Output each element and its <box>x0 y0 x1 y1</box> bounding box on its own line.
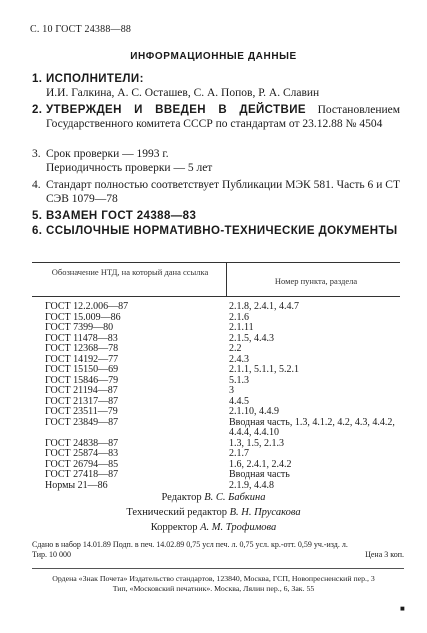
table-cell-document: ГОСТ 15846—79 <box>45 374 119 386</box>
table-cell-section: 2.1.8, 2.4.1, 4.4.7 <box>229 301 299 312</box>
table-cell-document: ГОСТ 14192—77 <box>45 353 119 365</box>
table-cell-section: 2.1.5, 4.4.3 <box>229 332 274 344</box>
printer-line: Тип, «Московский печатник». Москва, Лялин пер., 6, Зак. 55 <box>112 584 315 593</box>
item-heading: ВЗАМЕН ГОСТ 24388—83 <box>46 210 197 222</box>
item-number: 2. <box>32 104 43 116</box>
table-cell-document: ГОСТ 24838—87 <box>45 437 119 449</box>
table-cell-document: ГОСТ 23511—79 <box>45 406 118 417</box>
table-cell-section: 2.1.6 <box>229 311 249 323</box>
table-cell-section: 2.1.11 <box>229 322 254 333</box>
credit-tech-editor <box>0 505 427 520</box>
credit-name: А. М. Трофимова <box>200 522 277 533</box>
table-cell-document: ГОСТ 21194—87 <box>45 385 118 396</box>
table-cell-section: 2.1.10, 4.4.9 <box>229 406 279 417</box>
credit-role: Редактор <box>161 492 202 503</box>
table-cell-document: ГОСТ 25874—83 <box>45 448 119 459</box>
item-replaces <box>32 209 400 223</box>
print-details: Сдано в набор 14.01.89 Подп. в печ. 14.02.89 0,75 усл печ. л. 0,75 усл. кр.-отт. 0,59 уч.-изд. л. <box>32 540 348 549</box>
credit-name: В. С. Бабкина <box>204 492 266 503</box>
publication-info <box>32 540 404 560</box>
table-cell-section: Вводная часть, 1.3, 4.1.2, 4.2, 4.3, 4.4.2, 4.4.4, 4.4.10 <box>229 416 395 438</box>
table-cell-section: 2.1.7 <box>229 448 249 459</box>
table-header-rule <box>32 296 400 297</box>
table-cell-section: 4.4.5 <box>229 395 249 407</box>
table-cell-document: ГОСТ 12.2.006—87 <box>45 301 129 312</box>
table-cell-section: 1.6, 2.4.1, 2.4.2 <box>229 458 292 470</box>
table-header-document: Обозначение НТД, на который дана ссылка <box>51 267 209 277</box>
review-period: Периодичность проверки — 5 лет <box>46 162 213 174</box>
table-row <box>45 344 405 355</box>
table-row <box>45 323 405 334</box>
table-cell-document: ГОСТ 15150—69 <box>45 364 119 375</box>
table-cell-document: Нормы 21—86 <box>45 479 108 491</box>
item-heading: ИСПОЛНИТЕЛИ: <box>46 73 144 85</box>
reference-table-body <box>45 302 405 491</box>
item-references <box>32 224 400 238</box>
table-cell-section: 2.4.3 <box>229 353 249 365</box>
item-number: 5. <box>32 210 43 222</box>
publisher-line: Ордена «Знак Почета» Издательство стандартов, 123840, Москва, ГСП, Новопресненский пер., 3 <box>52 574 375 583</box>
item-approved <box>32 103 400 131</box>
item-number: 3. <box>32 148 41 160</box>
table-row <box>45 470 405 481</box>
item-compliance <box>32 178 400 206</box>
credit-editor <box>0 490 427 505</box>
table-top-rule <box>32 262 400 263</box>
table-row <box>45 302 405 313</box>
credit-name: В. Н. Прусакова <box>229 507 301 518</box>
item-heading: ССЫЛОЧНЫЕ НОРМАТИВНО-ТЕХНИЧЕСКИЕ ДОКУМЕНТЫ <box>46 225 398 237</box>
table-cell-document: ГОСТ 7399—80 <box>45 322 114 333</box>
table-cell-section: 2.1.1, 5.1.1, 5.2.1 <box>229 364 299 375</box>
print-run: Тир. 10 000 <box>32 550 71 559</box>
table-row <box>45 449 405 460</box>
item-number: 1. <box>32 73 43 85</box>
table-cell-document: ГОСТ 12368—78 <box>45 343 119 354</box>
table-header-section: Номер пункта, раздела <box>274 276 358 286</box>
table-column-divider <box>226 262 227 296</box>
item-executors <box>32 72 400 100</box>
price: Цена 3 коп. <box>365 550 404 559</box>
table-cell-section: 3 <box>229 385 234 396</box>
table-cell-document: ГОСТ 23849—87 <box>45 416 119 428</box>
table-row <box>45 407 405 418</box>
table-row <box>45 365 405 376</box>
item-review <box>32 147 400 175</box>
credits <box>0 490 427 535</box>
table-cell-section: Вводная часть <box>229 469 290 480</box>
table-cell-section: 1.3, 1.5, 2.1.3 <box>229 437 284 449</box>
item-text: Стандарт полностью соответствует Публикации МЭК 581. Часть 6 и СТ СЭВ 1079—78 <box>46 179 400 205</box>
item-number: 4. <box>32 179 41 191</box>
table-cell-section: 2.1.9, 4.4.8 <box>229 479 274 491</box>
review-deadline: Срок проверки — 1993 г. <box>46 148 169 160</box>
credit-role: Корректор <box>150 522 198 533</box>
section-title: ИНФОРМАЦИОННЫЕ ДАННЫЕ <box>130 51 297 62</box>
item-heading: УТВЕРЖДЕН И ВВЕДЕН В ДЕЙСТВИЕ <box>46 104 306 116</box>
table-cell-document: ГОСТ 27418—87 <box>45 469 119 480</box>
table-row <box>45 418 405 439</box>
item-text: И.И. Галкина, А. С. Осташев, С. А. Попов, Р. А. Славин <box>46 87 320 99</box>
table-row <box>45 386 405 397</box>
footer-rule <box>32 568 404 569</box>
table-cell-section: 2.2 <box>229 343 242 354</box>
corner-mark: ■ <box>400 604 405 613</box>
credit-role: Технический редактор <box>126 507 227 518</box>
table-cell-document: ГОСТ 15.009—86 <box>45 311 121 323</box>
publisher-footer <box>0 574 427 594</box>
table-cell-document: ГОСТ 11478—83 <box>45 332 118 344</box>
item-text: Постановлением Государственного комитета СССР по стандартам от 23.12.88 № 4504 <box>46 104 401 130</box>
table-cell-section: 5.1.3 <box>229 374 249 386</box>
table-cell-document: ГОСТ 26794—85 <box>45 458 119 470</box>
item-number: 6. <box>32 225 43 237</box>
print-run-line <box>32 550 404 560</box>
table-cell-document: ГОСТ 21317—87 <box>45 395 119 407</box>
credit-proofreader <box>0 520 427 535</box>
page-header: С. 10 ГОСТ 24388—88 <box>30 24 132 35</box>
